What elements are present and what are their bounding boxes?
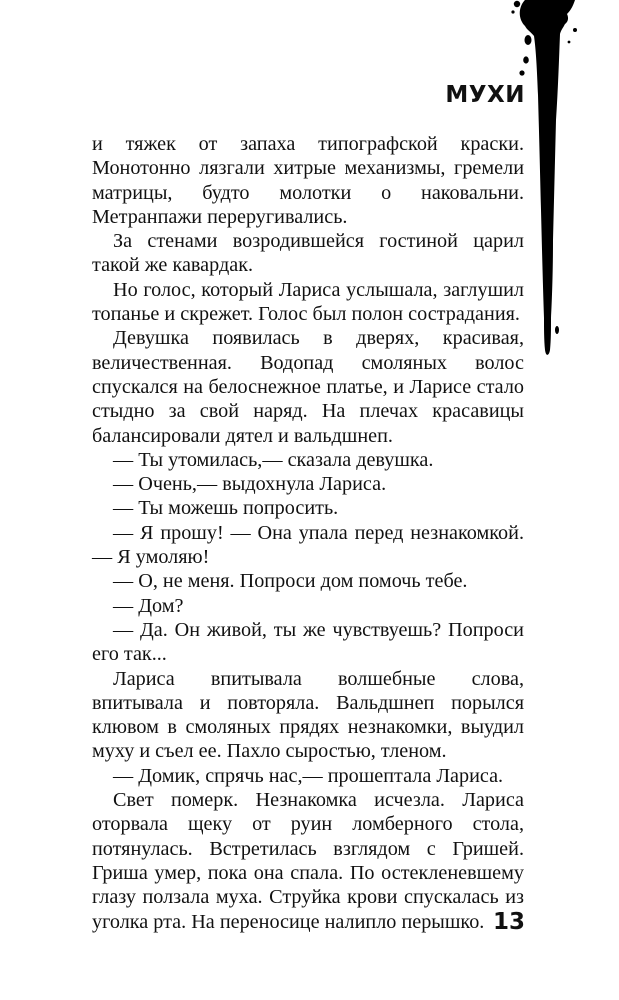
paragraph: и тяжек от запаха типографской краски. Монотонно лязгали хитрые механизмы, гремели матрицы, будто молотки о наковальни. Метранпажи переругивались. — [92, 133, 524, 228]
dialogue-line: — Домик, спрячь нас,— прошептала Лариса. — [113, 764, 504, 787]
dialogue-line: — О, не меня. Попроси дом помочь тебе. — [113, 570, 468, 593]
paragraph: Лариса впитывала волшебные слова, впитывала и повторяла. Вальдшнеп порылся клювом в смоляных прядях незнакомки, выудил муху и съел ее. Пахло сыростью, тленом. — [92, 667, 524, 763]
dialogue-line: — Да. Он живой, ты же чувствуешь? Попроси его так... — [92, 618, 524, 666]
page-number: 13 — [492, 909, 525, 935]
dialogue-line: — Ты утомилась,— сказала девушка. — [113, 448, 434, 471]
paragraph: Свет померк. Незнакомка исчезла. Лариса оторвала щеку от руин ломберного стола, потянулась. Встретилась взглядом с Гришей. Гриша умер, пока она спала. По остекленевшему глазу ползала муха. Струйка крови спускалась из уголка рта. На переносице налипло перышко. — [92, 789, 524, 933]
dialogue-line: — Дом? — [113, 594, 184, 617]
running-head: МУХИ — [445, 82, 525, 108]
dialogue-line: — Очень,— выдохнула Лариса. — [113, 473, 387, 496]
body-text — [92, 132, 524, 934]
paragraph: Девушка появилась в дверях, красивая, величественная. Водопад смоляных волос спускался на белоснежное платье, и Ларисе стало стыдно за свой наряд. На плечах красавицы балансировали дятел и вальдшнеп. — [92, 327, 524, 447]
dialogue-line: — Я прошу! — Она упала перед незнакомкой.— Я умоляю! — [92, 521, 524, 569]
paragraph: Но голос, который Лариса услышала, заглушил топанье и скрежет. Голос был полон сострадания. — [92, 278, 524, 326]
paragraph: За стенами возродившейся гостиной царил такой же кавардак. — [92, 230, 524, 277]
dialogue-line: — Ты можешь попросить. — [113, 497, 339, 520]
